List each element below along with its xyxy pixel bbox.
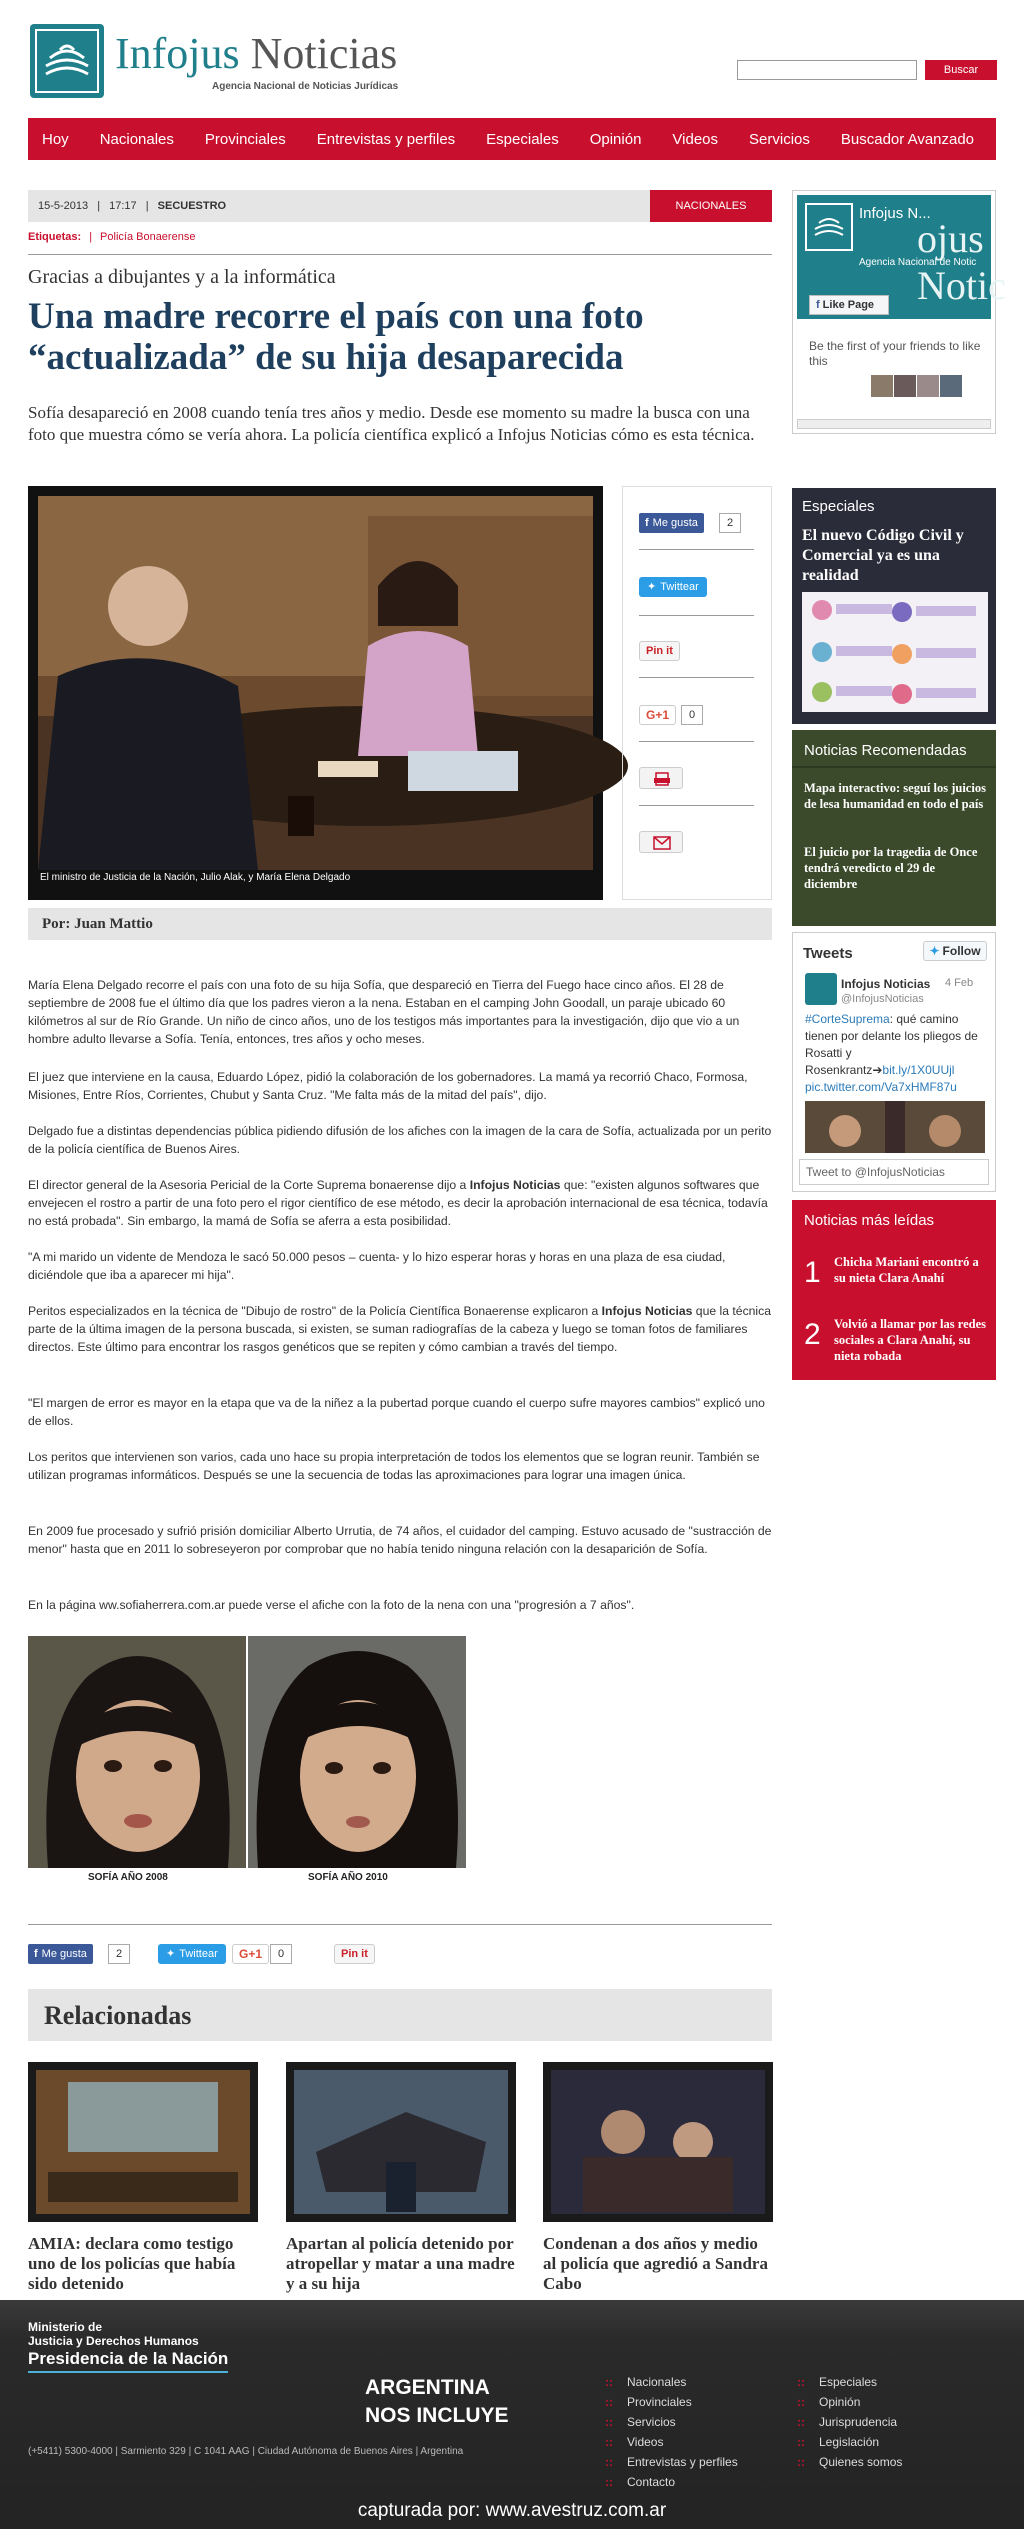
face-2008-label: SOFÍA AÑO 2008 xyxy=(88,1872,168,1883)
twitter-share-button[interactable]: ✦ Twittear xyxy=(639,577,707,597)
article-date-time: 15-5-2013 | 17:17 | SECUESTRO xyxy=(38,200,227,212)
tags-label: Etiquetas: xyxy=(28,231,82,243)
tweet-author[interactable]: Infojus Noticias xyxy=(841,977,931,991)
category-badge[interactable]: NACIONALES xyxy=(650,190,772,222)
footer-link[interactable]: :: Legislación xyxy=(797,2432,902,2452)
tweet-image-link[interactable]: pic.twitter.com/Va7xHMF87u xyxy=(805,1080,957,1094)
byline: Por: Juan Mattio xyxy=(28,908,772,940)
article-meta-bar xyxy=(28,190,772,222)
paragraph-7: "El margen de error es mayor en la etapa que va de la niñez a la pubertad porque cuando el cuerpo sufre mayores cambios" explicó uno de ellos. xyxy=(28,1396,765,1428)
nav-item-servicios[interactable]: Servicios xyxy=(749,130,810,148)
footer-argentina-line-2: NOS INCLUYE xyxy=(365,2404,509,2427)
divider xyxy=(28,254,772,255)
facebook-cover-sub: Agencia Nacional de Notic xyxy=(859,257,977,268)
most-read-item[interactable]: Volvió a llamar por las redes sociales a Clara Anahí, su nieta robada xyxy=(834,1317,986,1363)
paragraph-1: María Elena Delgado recorre el país con una foto de su hija Sofía, que despareció en Tierra del Fuego hace cinco años. El 28 de septiembre de 2008 fue el último día que los padres vieron a la nena. Estaban en el camping John Goodall, un paraje ubicado 60 kilómetros al sur de Río Grande. Un niño de cinco años, uno de los testigos más importantes para la investigación, dijo que vio a un hombre adulto llevarse a Sofía. Tenía, entonces, tres años y ocho meses. xyxy=(28,978,740,1046)
related-image-3 xyxy=(543,2062,773,2222)
avatar xyxy=(894,375,916,397)
paragraph-4-a: El director general de la Asesoria Pericial de la Corte Suprema bonaerense dijo a xyxy=(28,1178,470,1192)
footer-presidencia[interactable]: Presidencia de la Nación xyxy=(28,2349,228,2373)
especiales-heading: Especiales xyxy=(802,498,875,515)
footer-ministerio[interactable] xyxy=(28,2320,199,2348)
footer-link[interactable]: :: Videos xyxy=(605,2432,738,2452)
article-date: 15-5-2013 xyxy=(38,200,89,212)
most-read-rank: 1 xyxy=(804,1256,821,1289)
recommended-box xyxy=(792,730,996,926)
footer-address: (+5411) 5300-4000 | Sarmiento 329 | C 1041 AAG | Ciudad Autónoma de Buenos Aires | Argentina xyxy=(28,2446,464,2457)
main-nav xyxy=(28,118,996,160)
nav-item-hoy[interactable]: Hoy xyxy=(42,130,69,148)
most-read-rank: 2 xyxy=(804,1318,821,1351)
site-footer xyxy=(0,2300,1024,2529)
face-2008-image xyxy=(28,1636,246,1892)
most-read-box xyxy=(792,1200,996,1380)
related-image-1 xyxy=(28,2062,258,2222)
related-title[interactable]: Condenan a dos años y medio al policía que agredió a Sandra Cabo xyxy=(543,2234,768,2293)
tag-link[interactable]: Policía Bonaerense xyxy=(100,231,196,243)
google-plus-button-bottom[interactable]: G+1 xyxy=(232,1944,269,1964)
footer-link[interactable]: :: Opinión xyxy=(797,2392,902,2412)
horizontal-scrollbar[interactable] xyxy=(797,419,991,429)
share-column xyxy=(622,486,772,900)
facebook-like-label: Me gusta xyxy=(652,517,698,529)
facebook-like-button[interactable]: f Me gusta xyxy=(639,513,704,533)
paragraph-8: Los peritos que intervienen son varios, cada uno hace su propia interpretación de todos los elementos que se logran reunir. También se utilizan programas informáticos. Después se une la secuencia de todas las aproximaciones para lograr una imagen única. xyxy=(28,1450,760,1482)
footer-link[interactable]: :: Especiales xyxy=(797,2372,902,2392)
face-2010-image xyxy=(248,1636,466,1892)
facebook-page-widget xyxy=(792,190,1006,434)
paragraph-2: El juez que interviene en la causa, Eduardo López, pidió la colaboración de los gobernadores. La mamá ya recorrió Chaco, Formosa, Misiones, Entre Ríos, Corrientes, Chubut y Santa Cruz. "Me falta más de la mitad del país", dijo. xyxy=(28,1070,748,1102)
recommended-item[interactable]: El juicio por la tragedia de Once tendrá veredicto el 29 de diciembre xyxy=(804,845,978,891)
facebook-like-page-label: Like Page xyxy=(822,299,875,311)
logo-icon xyxy=(807,205,851,249)
article-lead: Sofía desapareció en 2008 cuando tenía tres años y medio. Desde ese momento su madre la busca con una foto que muestra cómo se vería ahora. La policía científica explicó a Infojus Noticias cómo es esta técnica. xyxy=(28,403,755,444)
facebook-like-count: 2 xyxy=(719,513,741,533)
footer-links-col-2 xyxy=(797,2372,902,2472)
recommended-item[interactable]: Mapa interactivo: seguí los juicios de lesa humanidad en todo el país xyxy=(804,781,986,811)
especiales-title[interactable]: El nuevo Código Civil y Comercial ya es una realidad xyxy=(802,527,964,584)
tweet-avatar[interactable] xyxy=(805,973,837,1005)
footer-ministerio-line-1: Ministerio de xyxy=(28,2320,103,2334)
face-2010-label: SOFÍA AÑO 2010 xyxy=(308,1872,388,1883)
facebook-like-page-button[interactable]: f Like Page xyxy=(809,295,889,315)
twitter-follow-label: Follow xyxy=(942,944,981,958)
article-photo xyxy=(28,486,603,900)
most-read-heading: Noticias más leídas xyxy=(804,1212,935,1229)
divider xyxy=(639,805,754,806)
capture-credit: capturada por: www.avestruz.com.ar xyxy=(357,2500,667,2521)
google-plus-count: 0 xyxy=(681,705,703,725)
footer-argentina-line-1: ARGENTINA xyxy=(365,2376,490,2399)
avatar xyxy=(917,375,939,397)
divider xyxy=(639,741,754,742)
footer-link[interactable]: :: Jurisprudencia xyxy=(797,2412,902,2432)
most-read-item[interactable]: Chicha Mariani encontró a su nieta Clara Anahí xyxy=(834,1255,979,1285)
paragraph-6-c: que la técnica parte de la última imagen de la persona buscada, si existen, se suman radiografías de la cabeza y luego se toman fotos de familiares directos. Este último para encontrar los rasgos genéticos que se repiten y cómo cambian a través del tiempo. xyxy=(28,1304,772,1354)
twitter-timeline xyxy=(792,932,996,1192)
paragraph-10: En la página ww.sofiaherrera.com.ar puede verse el afiche con la foto de la nena con una "progresión a 7 años". xyxy=(28,1598,635,1612)
email-button[interactable] xyxy=(639,831,683,853)
footer-link[interactable]: :: Quienes somos xyxy=(797,2452,902,2472)
paragraph-4-c: que: "existen algunos softwares que envejecen el rostro a partir de una foto pero el rigor científico de ese método, es decir la aprobación internacional de esa técnica, todavía no está probada". Sin embargo, la mamá de Sofía se aferra a esta posibilidad. xyxy=(28,1178,768,1228)
site-logo[interactable] xyxy=(115,29,398,78)
logo-icon[interactable] xyxy=(30,24,104,98)
paragraph-5: "A mi marido un vidente de Mendoza le sacó 50.000 pesos – cuenta- y lo hizo esperar horas y horas en una plaza de esa ciudad, diciéndole que iba a aparecer mi hija". xyxy=(28,1250,726,1282)
pinterest-button[interactable]: Pin it xyxy=(639,641,680,661)
paragraph-3: Delgado fue a distintas dependencias pública pidiendo difusión de los afiches con la imagen de la cara de Sofía, actualizada por un perito de la policía científica de Buenos Aires. xyxy=(28,1124,772,1156)
logo-word-2: Noticias xyxy=(250,29,398,78)
twitter-share-button-bottom[interactable]: ✦ Twittear xyxy=(158,1944,226,1964)
paragraph-6-source: Infojus Noticias xyxy=(601,1304,693,1318)
divider xyxy=(28,1924,772,1925)
especiales-image[interactable] xyxy=(802,592,988,712)
paragraph-4 xyxy=(28,1176,772,1230)
google-plus-button[interactable]: G+1 xyxy=(639,705,676,725)
logo-subtitle: Agencia Nacional de Noticias Jurídicas xyxy=(212,81,399,92)
article-title: Una madre recorre el país con una foto “actualizada” de su hija desaparecida xyxy=(28,296,644,378)
tweet-reply-input[interactable]: Tweet to @InfojusNoticias xyxy=(799,1159,989,1185)
footer-link[interactable]: :: Nacionales xyxy=(605,2372,738,2392)
avatar xyxy=(940,375,962,397)
especiales-box xyxy=(792,488,996,724)
face-2010 xyxy=(248,1636,466,1892)
twitter-label: Twittear xyxy=(179,1948,218,1960)
facebook-like-label: Me gusta xyxy=(41,1948,87,1960)
nav-item-opinion[interactable]: Opinión xyxy=(589,130,642,148)
tweets-heading: Tweets xyxy=(803,945,853,962)
print-icon xyxy=(640,768,684,790)
google-plus-count-bottom: 0 xyxy=(270,1944,292,1964)
especiales-illustration xyxy=(802,592,988,712)
footer-links-col-1 xyxy=(605,2372,738,2492)
footer-link[interactable]: :: Contacto xyxy=(605,2472,738,2492)
facebook-like-count-bottom: 2 xyxy=(108,1944,130,1964)
nav-item-videos[interactable]: Videos xyxy=(672,130,719,148)
facebook-cover[interactable] xyxy=(797,195,1006,319)
tweet-body: : qué camino tienen por delante los pliegos de Rosatti y Rosenkrantz➔ xyxy=(805,1012,978,1077)
paragraph-6-a: Peritos especializados en la técnica de "Dibujo de rostro" de la Policía Científica Bonaerense explicaron a xyxy=(28,1304,602,1318)
nav-item-nacionales[interactable]: Nacionales xyxy=(99,130,174,148)
related-heading: Relacionadas xyxy=(28,1989,772,2041)
progression-image xyxy=(28,1636,468,1892)
related-image-2 xyxy=(286,2062,516,2222)
tags-row: Etiquetas: | Policía Bonaerense xyxy=(28,231,196,243)
divider xyxy=(639,549,754,550)
face-2008 xyxy=(28,1636,246,1892)
article-kicker: Gracias a dibujantes y a la informática xyxy=(28,266,336,288)
related-image[interactable] xyxy=(28,2062,258,2222)
email-icon xyxy=(640,832,684,854)
facebook-like-button-bottom[interactable]: f Me gusta xyxy=(28,1944,93,1964)
tweet-handle[interactable]: @InfojusNoticias xyxy=(841,993,924,1005)
nav-item-buscador[interactable]: Buscador Avanzado xyxy=(840,130,975,148)
related-title[interactable]: AMIA: declara como testigo uno de los policías que había sido detenido xyxy=(28,2234,236,2293)
article-time: 17:17 xyxy=(109,200,137,212)
divider xyxy=(792,766,996,768)
tweet-date[interactable]: 4 Feb xyxy=(945,977,974,989)
facebook-page-title[interactable]: Infojus N... xyxy=(859,205,931,222)
footer-argentina-logo[interactable] xyxy=(365,2374,509,2430)
avatar xyxy=(871,375,893,397)
tweet-image-content xyxy=(805,1101,985,1153)
divider xyxy=(639,677,754,678)
site-header xyxy=(0,0,1024,115)
pinterest-button-bottom[interactable]: Pin it xyxy=(334,1944,375,1964)
tweet-text xyxy=(805,1011,985,1096)
related-image[interactable] xyxy=(286,2062,516,2222)
search-input[interactable] xyxy=(737,60,917,80)
nav-item-entrevistas[interactable]: Entrevistas y perfiles xyxy=(316,130,456,148)
paragraph-6 xyxy=(28,1302,772,1356)
twitter-label: Twittear xyxy=(660,581,699,593)
tweet-link[interactable]: bit.ly/1X0UUjl xyxy=(882,1063,955,1077)
nav-item-provinciales[interactable]: Provinciales xyxy=(204,130,286,148)
photo-caption: El ministro de Justicia de la Nación, Julio Alak, y María Elena Delgado xyxy=(40,872,351,883)
search-button[interactable]: Buscar xyxy=(925,60,997,80)
facebook-friends-text: Be the first of your friends to like this xyxy=(809,339,981,368)
tweet-image[interactable] xyxy=(805,1101,985,1153)
facebook-page-avatar xyxy=(805,203,853,251)
article-photo-image xyxy=(38,496,593,870)
divider xyxy=(639,615,754,616)
tweet-hashtag[interactable]: #CorteSuprema xyxy=(805,1012,890,1026)
twitter-follow-button[interactable]: ✦ Follow xyxy=(923,941,987,961)
article-section: SECUESTRO xyxy=(157,200,227,212)
footer-link[interactable]: :: Provinciales xyxy=(605,2392,738,2412)
facebook-friend-avatars xyxy=(871,375,963,400)
recommended-heading: Noticias Recomendadas xyxy=(804,742,967,759)
footer-link[interactable]: :: Servicios xyxy=(605,2412,738,2432)
paragraph-4-source: Infojus Noticias xyxy=(469,1178,561,1192)
related-image[interactable] xyxy=(543,2062,773,2222)
footer-link[interactable]: :: Entrevistas y perfiles xyxy=(605,2452,738,2472)
facebook-cover-text: ojus Notic xyxy=(917,216,1006,308)
nav-item-especiales[interactable]: Especiales xyxy=(486,130,559,148)
footer-ministerio-line-2: Justicia y Derechos Humanos xyxy=(28,2334,199,2348)
print-button[interactable] xyxy=(639,767,683,789)
paragraph-9: En 2009 fue procesado y sufrió prisión domiciliar Alberto Urrutia, de 74 años, el cuidador del camping. Estuvo acusado de "sustracción de menor" hasta que en 2011 lo sobreseyeron por comprobar que no había tenido ninguna relación con la desaparición de Sofía. xyxy=(28,1524,772,1556)
related-title[interactable]: Apartan al policía detenido por atropellar y matar a una madre y a su hija xyxy=(286,2234,515,2293)
logo-word-1: Infojus xyxy=(115,29,240,78)
